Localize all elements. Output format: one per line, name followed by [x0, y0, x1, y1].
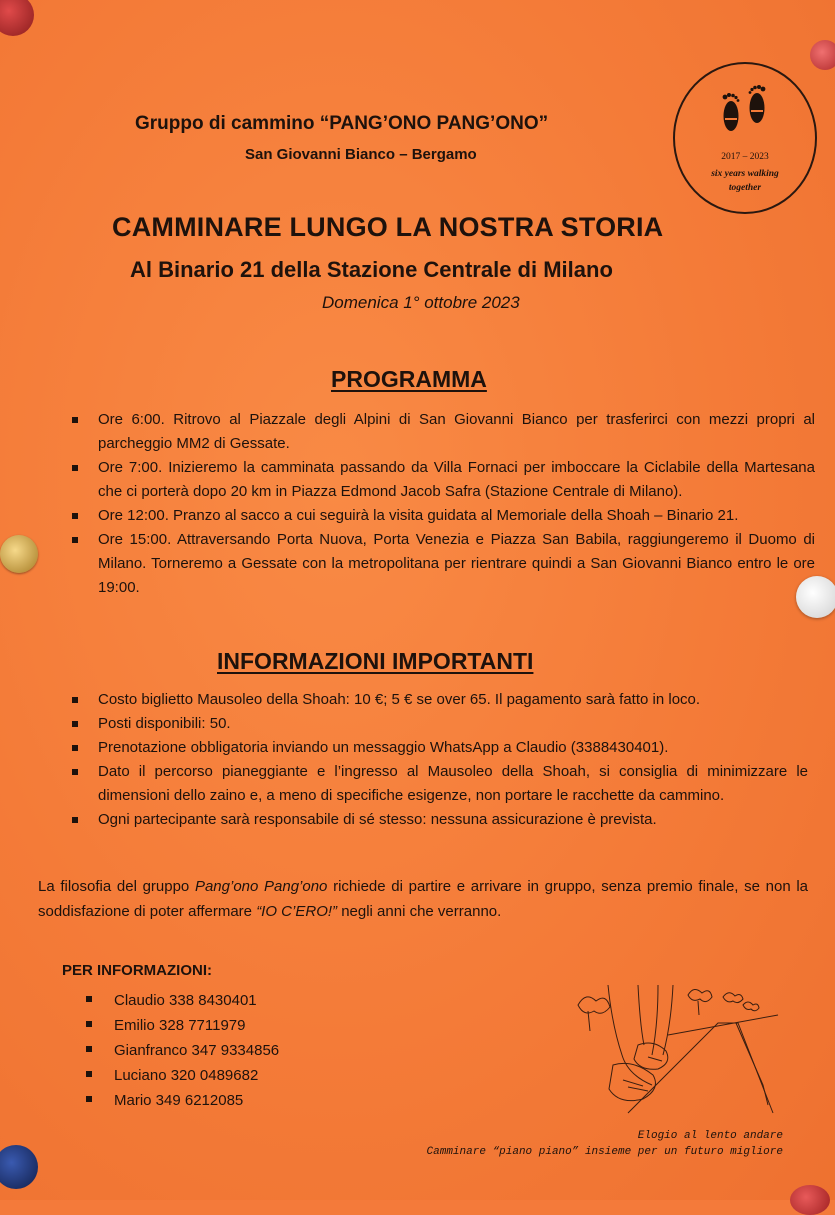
footprints-icon: [717, 78, 773, 144]
logo-years: 2017 – 2023: [721, 152, 769, 162]
contacts-list: [84, 988, 279, 1113]
logo-motto: six years walking together: [711, 169, 779, 193]
list-item: Ore 12:00. Pranzo al sacco a cui seguirà la visita guidata al Memoriale della Shoah – Binario 21.: [70, 504, 815, 528]
contact-item: Gianfranco 347 9334856: [84, 1038, 279, 1063]
programma-list: [70, 408, 815, 600]
informazioni-heading: INFORMAZIONI IMPORTANTI: [217, 648, 534, 674]
list-item: Ore 7:00. Inizieremo la camminata passando da Villa Fornaci per imboccare la Ciclabile della Martesana che ci porterà dopo 20 km in Piazza Edmond Jacob Safra (Stazione Centrale di Milano).: [70, 456, 815, 504]
programma-heading: PROGRAMMA: [331, 366, 487, 392]
list-item: Posti disponibili: 50.: [70, 712, 808, 736]
group-name: Gruppo di cammino “PANG’ONO PANG’ONO”: [135, 113, 549, 134]
philosophy-text: richiede di partire e arrivare in gruppo, senza premio finale, se non la soddisfazione di poter affermare: [38, 878, 808, 920]
contact-item: Emilio 328 7711979: [84, 1013, 279, 1038]
contact-item: Luciano 320 0489682: [84, 1063, 279, 1088]
red-pushpin: [0, 0, 34, 36]
list-item: Ore 6:00. Ritrovo al Piazzale degli Alpini di San Giovanni Bianco per trasferirci con mezzi propri al parcheggio MM2 di Gessate.: [70, 408, 815, 456]
footer-motto: [427, 1128, 783, 1160]
contacts-heading: PER INFORMAZIONI:: [62, 962, 212, 979]
footer-line: Elogio al lento andare: [637, 1130, 783, 1142]
list-item: Ore 15:00. Attraversando Porta Nuova, Porta Venezia e Piazza San Babila, raggiungeremo il Duomo di Milano. Torneremo a Gessate con la metropolitana per rientrare quindi a San Giovanni Bianco entro le ore 19:00.: [70, 528, 815, 600]
io-cero-quote: “IO C’ERO!”: [256, 903, 338, 920]
gold-pushpin: [0, 535, 38, 573]
red-pushpin-bottom: [790, 1185, 830, 1215]
main-title: CAMMINARE LUNGO LA NOSTRA STORIA: [112, 212, 664, 242]
group-place: San Giovanni Bianco – Bergamo: [245, 146, 477, 163]
walking-feet-sketch: [568, 975, 788, 1115]
anniversary-logo: [673, 62, 817, 214]
sub-title: Al Binario 21 della Stazione Centrale di Milano: [130, 257, 613, 282]
contact-item: Mario 349 6212085: [84, 1088, 279, 1113]
list-item: Costo biglietto Mausoleo della Shoah: 10 €; 5 € se over 65. Il pagamento sarà fatto in loco.: [70, 688, 808, 712]
footer-line: Camminare “piano piano” insieme per un futuro migliore: [426, 1146, 783, 1158]
philosophy-paragraph: [38, 874, 808, 924]
event-date: Domenica 1° ottobre 2023: [322, 293, 520, 312]
list-item: Ogni partecipante sarà responsabile di sé stesso: nessuna assicurazione è prevista.: [70, 808, 808, 832]
blue-pushpin: [0, 1145, 38, 1189]
list-item: Dato il percorso pianeggiante e l’ingresso al Mausoleo della Shoah, si consiglia di minimizzare le dimensioni dello zaino e, a meno di specifiche esigenze, non portare le racchette da cammino.: [70, 760, 808, 808]
philosophy-text: negli anni che verranno.: [337, 903, 502, 920]
group-name-italic: Pang’ono Pang’ono: [194, 878, 328, 895]
list-item: Prenotazione obbligatoria inviando un messaggio WhatsApp a Claudio (3388430401).: [70, 736, 808, 760]
informazioni-list: [70, 688, 808, 832]
philosophy-text: La filosofia del gruppo: [38, 878, 195, 895]
contact-item: Claudio 338 8430401: [84, 988, 279, 1013]
red-pushpin-right: [810, 40, 835, 70]
